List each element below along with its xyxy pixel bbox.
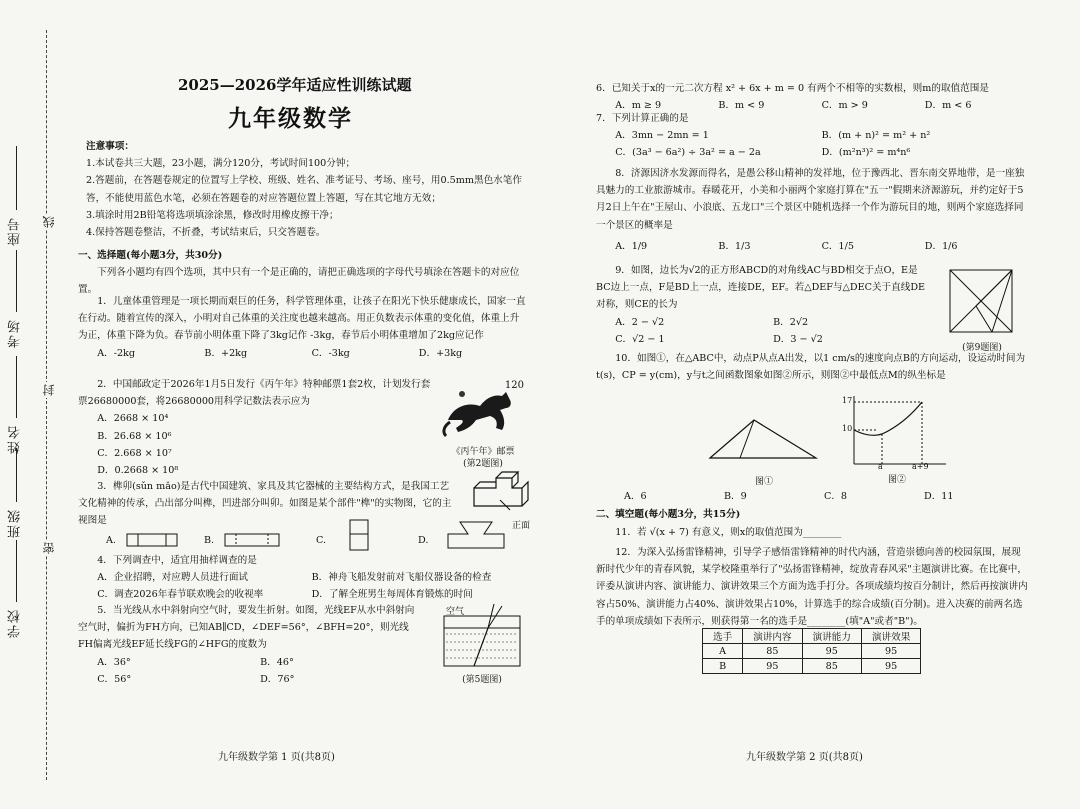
section-choice: [78, 247, 526, 299]
question-stem: 1．儿童体重管理是一项长期而艰巨的任务，科学管理体重，让孩子在阳光下快乐健康成长，国家一直在行动。随着宣传的深入，小明对自己体重的关注度也越来越高。用正负数表示体重的变化值，体重上升为正，体重下降为负。春节前小明体重下降了3kg记作 -3kg，春节后小明体重增加了2kg应记作: [78, 296, 526, 342]
figure-label: 图①: [754, 477, 773, 487]
seal-mark-mi: 密: [42, 542, 56, 554]
option-b: B．9: [724, 491, 747, 502]
option-a: A．36°: [97, 656, 131, 668]
option-c-label: C.: [316, 535, 327, 546]
question-12: 12．为深入弘扬雷锋精神，引导学子感悟雷锋精神的时代内涵，营造崇德向善的校园氛围，展现新时代少年的青春风貌，某学校隆重举行了"弘扬雷锋精神，绽放青春风采"主题演讲比赛。在比赛中，评委从演讲内容、演讲能力、演讲效果三个方面为选手打分。各项成绩均按百分制计，然后再按演讲内容占50%、演讲能力占40%、演讲效果占10%，计算选手的综合成绩(百分制)。进入决赛的前两名选手的单项成绩如下表所示，则获得第一名的选手是________(填"A"或者"B")。: [596, 547, 1028, 627]
option-a: A．1/9: [615, 240, 648, 252]
option-a: A．2668 × 10⁴: [97, 413, 169, 425]
air-label: 空气: [446, 607, 465, 617]
page-footer: 九年级数学第 1 页(共8页): [218, 752, 335, 763]
question-11: 11．若 √(x + 7) 有意义，则x的取值范围为________: [615, 527, 842, 538]
notice-item: 1.本试卷共三大题，23小题，满分120分，考试时间100分钟；: [86, 158, 356, 170]
option-c: C．1/5: [821, 240, 854, 252]
section-intro: 下列各小题均有四个选项，其中只有一个是正确的，请把正确选项的字母代号填涂在答题卡的对应位置。: [78, 267, 520, 296]
front-label: 正面: [511, 521, 530, 531]
options-row: [78, 345, 526, 362]
option-c: C．(3a³ − 6a²) ÷ 3a² = a − 2a: [615, 147, 761, 159]
question-2: [78, 376, 438, 479]
table-header-row: [703, 629, 921, 644]
xuexiao-field[interactable]: [16, 540, 17, 602]
figure-label: (第9题图): [962, 343, 1002, 353]
refraction-figure: [436, 602, 528, 685]
notice-block: [86, 138, 526, 241]
x-a9-label: a+9: [912, 462, 929, 471]
option-b: B．(m + n)² = m² + n²: [821, 130, 931, 142]
option-c: C．√2 − 1: [615, 333, 665, 345]
x-a-label: a: [878, 462, 883, 471]
option-d: D．0.2668 × 10⁸: [97, 465, 179, 477]
table-header: 演讲效果: [861, 629, 920, 644]
score-table: [702, 628, 921, 674]
figure-label: 图②: [887, 475, 906, 485]
options-row: [596, 127, 1028, 144]
question-stem: 8．济源因济水发源而得名，是愚公移山精神的发祥地，位于豫西北、晋东南交界地带，是一座独具魅力的工业旅游城市。春暖花开，小美和小丽两个家庭打算在"五一"假期来济源游玩，并约定好于5月2日上午在"王屋山、小浪底、五龙口"三个景区中随机选择一个作为游玩目的地，则两个家庭选择同一个景区的概率是: [596, 168, 1025, 231]
exam-title: 2025—2026学年适应性训练试题: [178, 76, 412, 94]
notice-item: 2.答题前，在答题卷规定的位置写上学校、班级、姓名、准考证号、考场、座号，用0.5mm黑色水笔作答，不能使用蓝色水笔，必须在答题卷的对应答题位置上答题，写在其它地方无效；: [86, 175, 522, 204]
option-a-label: A.: [106, 535, 116, 546]
label-banji: 班级: [8, 508, 23, 538]
option-b: B．26.68 × 10⁶: [97, 430, 172, 442]
option-b-shape: [224, 531, 280, 549]
stamp-value: 120: [504, 380, 524, 391]
option-a: A．2 − √2: [615, 316, 665, 328]
figure-label: (第2题图): [463, 459, 503, 469]
option-b: B．神舟飞船发射前对飞船仪器设备的检查: [311, 572, 492, 584]
options-row: [78, 569, 526, 586]
seal-line: [46, 30, 47, 780]
option-c: C．8: [824, 491, 848, 502]
option-d: D．了解全班男生每周体育锻炼的时间: [311, 589, 473, 601]
table-cell: B: [703, 659, 743, 674]
option-d-label: D.: [418, 535, 429, 546]
zuohao-field[interactable]: [16, 146, 17, 210]
option-d: D．m < 6: [924, 100, 972, 112]
question-9: [596, 262, 931, 348]
question-4: [78, 552, 526, 604]
option-b: B．2√2: [773, 316, 809, 328]
option-b: B．+2kg: [204, 347, 248, 359]
question-3: [78, 478, 458, 530]
section-heading: 一、选择题(每小题3分，共30分): [78, 250, 223, 261]
question-stem: 2．中国邮政定于2026年1月5日发行《丙午年》特种邮票1套2枚，计划发行套票26680000套，将26680000用科学记数法表示应为: [78, 379, 431, 408]
xingming-field[interactable]: [16, 356, 17, 418]
option-b: B．46°: [260, 656, 294, 668]
option-a: A．m ≥ 9: [615, 100, 662, 112]
function-graph: [842, 394, 952, 472]
table-header: 演讲能力: [802, 629, 861, 644]
graph-figure: [842, 394, 952, 486]
option-a: A．3mn − 2mn = 1: [615, 130, 709, 142]
table-cell: 95: [743, 659, 802, 674]
option-d: D．76°: [260, 673, 295, 685]
table-cell: 95: [861, 659, 920, 674]
stamp-caption: 《丙午年》邮票: [451, 447, 515, 457]
options-row: [596, 314, 931, 331]
table-cell: 85: [802, 659, 861, 674]
binding-gutter: [0, 0, 62, 809]
option-c: C．56°: [97, 673, 132, 685]
option-a: A．6: [624, 491, 647, 502]
options-row: [78, 671, 423, 688]
label-kaochang: 考场: [8, 318, 23, 348]
label-xingming: 姓名: [8, 424, 23, 454]
table-cell: A: [703, 644, 743, 659]
question-stem: 4．下列调查中，适宜用抽样调查的是: [97, 555, 257, 566]
notice-item: 4.保持答题卷整洁，不折叠，考试结束后，只交答题卷。: [86, 227, 326, 239]
kaochang-field[interactable]: [16, 250, 17, 312]
question-stem: 9．如图，边长为√2的正方形ABCD的对角线AC与BD相交于点O，E是BC边上一点，F是BD上一点，连接DE，EF。若△DEF与△DEC关于直线DE对称，则CE的长为: [596, 265, 926, 311]
option-a: A．企业招聘，对应聘人员进行面试: [97, 572, 249, 584]
figure-label: (第5题图): [462, 675, 502, 685]
page-footer: 九年级数学第 2 页(共8页): [746, 752, 863, 763]
q10-options: [624, 488, 1024, 505]
option-b-label: B.: [204, 535, 215, 546]
option-d: D．11: [924, 491, 954, 502]
question-stem: 3．榫卯(sǔn mǎo)是古代中国建筑、家具及其它器械的主要结构方式，是我国工艺文化精神的传承，凸出部分叫榫，凹进部分叫卯。如图是某个部件"榫"的实物图，它的主视图是: [78, 481, 452, 527]
options-row: [596, 144, 1028, 161]
square-diagram: [942, 264, 1022, 336]
options-row: [78, 654, 423, 671]
option-d: D．3 − √2: [773, 333, 823, 345]
table-header: 演讲内容: [743, 629, 802, 644]
square-figure: [942, 264, 1022, 353]
options-row: [624, 488, 1024, 505]
page-1: [78, 0, 530, 809]
banji-field[interactable]: [16, 448, 17, 502]
seal-mark-feng: 封: [42, 384, 56, 396]
question-1: [78, 293, 526, 362]
question-7: [596, 110, 1028, 162]
q3-options: [106, 528, 526, 552]
label-xuexiao: 学校: [8, 608, 23, 638]
notice-heading: 注意事项：: [86, 141, 134, 152]
section-fill-in: 二、填空题(每小题3分，共15分): [596, 509, 741, 520]
options-row: [596, 331, 931, 348]
option-b: B．1/3: [718, 240, 751, 252]
question-stem: 5．当光线从水中斜射向空气时，要发生折射。如图，光线EF从水中斜射向空气时，偏折为FH方向，已知AB∥CD，∠DEF=56°，∠BFH=20°，则光线FH偏离光线EF延长线FG的∠HFG的度数为: [78, 605, 415, 651]
option-c: C．2.668 × 10⁷: [97, 447, 172, 459]
question-stem: 6．已知关于x的一元二次方程 x² + 6x + m = 0 有两个不相等的实数根，则m的取值范围是: [596, 83, 989, 94]
option-d: D．(m²n³)² = m⁴n⁶: [821, 147, 911, 159]
seal-mark-xian: 线: [42, 216, 56, 228]
option-a: A．-2kg: [97, 347, 136, 359]
exam-subject: 九年级数学: [228, 105, 353, 132]
triangle-diagram: [704, 414, 824, 470]
y-max-label: 17: [842, 396, 853, 405]
options-row: [596, 238, 1028, 255]
question-10: [596, 350, 1028, 384]
notice-item: 3.填涂时用2B铅笔将选项填涂涂黑，修改时用橡皮擦干净；: [86, 209, 339, 221]
page-2: [596, 0, 1028, 809]
table-cell: 95: [861, 644, 920, 659]
stamp-figure: [440, 380, 526, 472]
option-c-shape: [348, 518, 372, 552]
table-row: [703, 644, 921, 659]
table-cell: 95: [802, 644, 861, 659]
table-row: [703, 659, 921, 674]
tenon-3d-image: [470, 470, 530, 514]
option-d-shape: [446, 520, 506, 550]
question-stem: 7．下列计算正确的是: [596, 113, 689, 124]
question-5: [78, 602, 423, 688]
y-mid-label: 10: [842, 424, 853, 433]
option-d: D．+3kg: [418, 347, 463, 359]
label-zuohao: 座号: [8, 216, 23, 246]
triangle-figure: [704, 414, 824, 487]
question-stem: 10．如图①，在△ABC中，动点P从点A出发，以1 cm/s的速度向点B的方向运动，设运动时间为t(s)，CP = y(cm)，y与t之间函数图象如图②所示，则图②中最低点M的纵坐标是: [596, 353, 1026, 382]
question-8: [596, 165, 1028, 255]
table-header: 选手: [703, 629, 743, 644]
table-cell: 85: [743, 644, 802, 659]
option-b: B．m < 9: [718, 100, 765, 112]
option-c: C．m > 9: [821, 100, 868, 112]
option-a-shape: [126, 531, 178, 549]
tenon-figure: [470, 470, 530, 531]
option-c: C．调查2026年春节联欢晚会的收视率: [97, 589, 264, 601]
option-c: C．-3kg: [311, 347, 350, 359]
option-d: D．1/6: [924, 240, 958, 252]
